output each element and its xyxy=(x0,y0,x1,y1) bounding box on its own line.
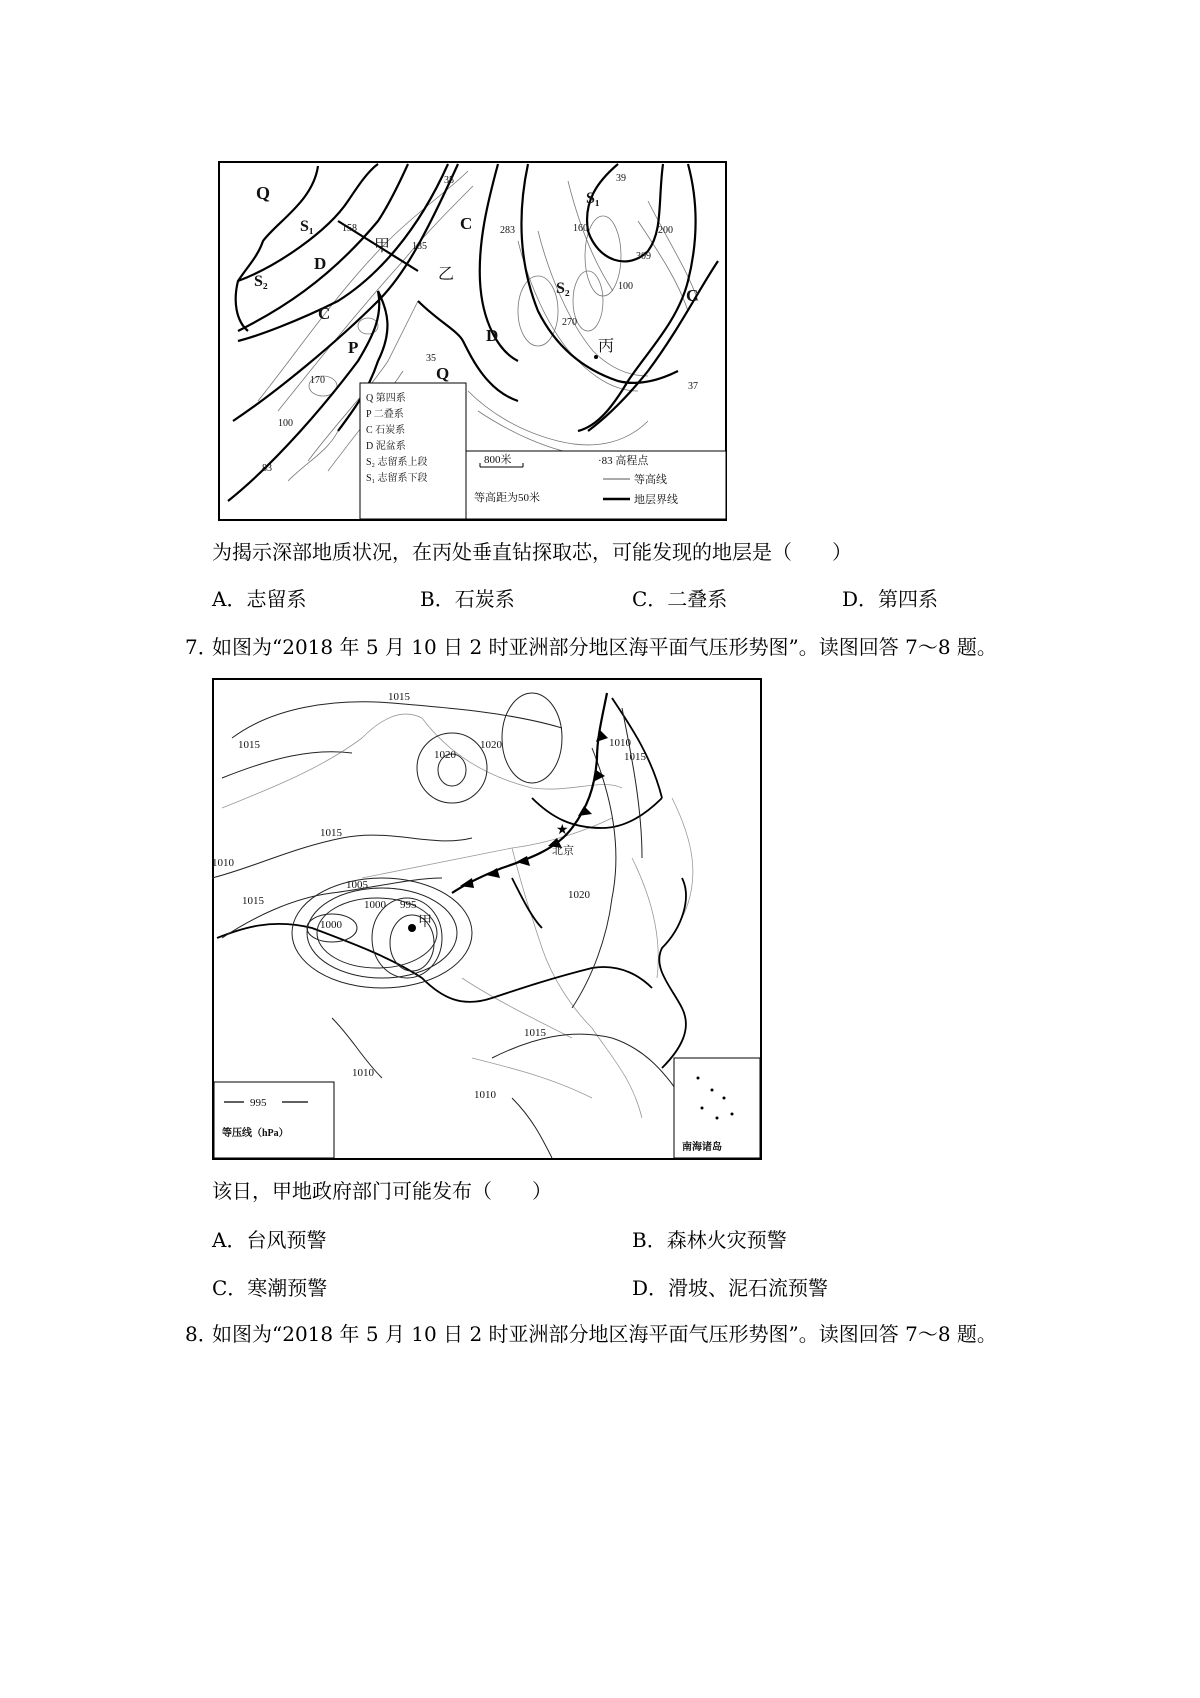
svg-text:1010: 1010 xyxy=(352,1067,374,1079)
svg-text:1015: 1015 xyxy=(388,691,410,703)
svg-text:1015: 1015 xyxy=(320,827,342,839)
svg-text:270: 270 xyxy=(562,317,577,328)
q6-stem: 为揭示深部地质状况，在丙处垂直钻探取芯，可能发现的地层是（ ） xyxy=(212,540,852,564)
place-bing: 丙 xyxy=(598,338,615,355)
legend-q: Q 第四系 xyxy=(366,393,406,404)
q6-option-c[interactable]: C．二叠系 xyxy=(632,587,728,611)
legend-s2: S₂ 志留系上段 xyxy=(366,457,428,468)
q7-intro: 如图为“2018 年 5 月 10 日 2 时亚洲部分地区海平面气压形势图”。读图回答 7～8 题。 xyxy=(212,635,997,659)
q7-option-c[interactable]: C．寒潮预警 xyxy=(212,1276,328,1300)
svg-text:35: 35 xyxy=(444,175,454,186)
svg-text:1020: 1020 xyxy=(434,749,456,761)
stratum-s2-left: S₂ xyxy=(254,273,268,290)
svg-text:100: 100 xyxy=(278,418,293,429)
inset-label: 南海诸岛 xyxy=(682,1142,722,1153)
stratum-s2-right: S₂ xyxy=(556,280,570,297)
key-boundary: 地层界线 xyxy=(634,494,678,506)
svg-text:1010: 1010 xyxy=(474,1089,496,1101)
stratum-s1-right: S₁ xyxy=(586,190,600,207)
geology-map-svg xyxy=(218,161,727,521)
svg-text:185: 185 xyxy=(412,241,427,252)
legend-isobar-label: 等压线（hPa） xyxy=(222,1128,289,1139)
scale-label: 800米 xyxy=(484,454,512,466)
svg-text:83: 83 xyxy=(262,463,272,474)
city-beijing: 北京 xyxy=(552,845,574,857)
svg-text:1015: 1015 xyxy=(624,751,646,763)
place-jia-label: 甲 xyxy=(418,915,432,930)
stratum-d-mid: D xyxy=(486,326,499,345)
q6-option-a[interactable]: A．志留系 xyxy=(212,587,307,611)
legend-c: C 石炭系 xyxy=(366,425,406,436)
q7-option-d[interactable]: D．滑坡、泥石流预警 xyxy=(632,1276,829,1300)
svg-text:160: 160 xyxy=(573,223,588,234)
svg-text:1010: 1010 xyxy=(609,737,631,749)
legend-isobar-value: 995 xyxy=(250,1097,267,1109)
legend-s1: S₁ 志留系下段 xyxy=(366,473,428,484)
contour-interval: 等高距为50米 xyxy=(474,492,540,504)
legend-p: P 二叠系 xyxy=(366,409,404,420)
svg-text:1015: 1015 xyxy=(524,1027,546,1039)
place-yi: 乙 xyxy=(438,266,455,283)
q7-option-b[interactable]: B．森林火灾预警 xyxy=(632,1228,787,1252)
stratum-q-left: Q xyxy=(256,183,271,203)
key-elevation: ·83 高程点 xyxy=(598,455,649,467)
svg-text:1010: 1010 xyxy=(212,857,234,869)
svg-text:100: 100 xyxy=(618,281,633,292)
q7-number: 7． xyxy=(185,635,218,659)
q8-intro: 如图为“2018 年 5 月 10 日 2 时亚洲部分地区海平面气压形势图”。读图回答 7～8 题。 xyxy=(212,1322,997,1346)
stratum-c-mid: C xyxy=(460,214,473,233)
stratum-p: P xyxy=(348,338,359,357)
svg-text:1015: 1015 xyxy=(238,739,260,751)
svg-text:309: 309 xyxy=(636,251,651,262)
svg-text:37: 37 xyxy=(688,381,698,392)
stratum-c-right: C xyxy=(686,286,699,305)
q7-stem: 该日，甲地政府部门可能发布（ ） xyxy=(212,1179,552,1203)
geology-map-figure xyxy=(218,161,727,521)
svg-text:200: 200 xyxy=(658,225,673,236)
key-contour: 等高线 xyxy=(634,474,667,486)
svg-text:158: 158 xyxy=(342,223,357,234)
legend-d: D 泥盆系 xyxy=(366,441,406,452)
q6-option-d[interactable]: D．第四系 xyxy=(842,587,939,611)
place-jia: 甲 xyxy=(374,238,391,255)
stratum-d-left: D xyxy=(314,254,327,273)
svg-text:1005: 1005 xyxy=(346,879,368,891)
svg-text:1020: 1020 xyxy=(480,739,502,751)
stratum-q-mid: Q xyxy=(436,364,450,383)
svg-text:35: 35 xyxy=(426,353,436,364)
svg-text:1000: 1000 xyxy=(364,899,386,911)
isobar-legend xyxy=(214,1082,334,1158)
pressure-map-svg xyxy=(212,678,762,1160)
beijing-star-icon: ★ xyxy=(556,822,569,838)
pressure-map-figure xyxy=(212,678,762,1160)
svg-text:1015: 1015 xyxy=(242,895,264,907)
stratum-s1-left: S₁ xyxy=(300,218,314,235)
place-jia-dot xyxy=(408,924,416,932)
svg-text:995: 995 xyxy=(400,899,417,911)
svg-text:1000: 1000 xyxy=(320,919,342,931)
q8-number: 8． xyxy=(185,1322,218,1346)
svg-text:39: 39 xyxy=(616,173,626,184)
svg-text:1020: 1020 xyxy=(568,889,590,901)
q7-option-a[interactable]: A．台风预警 xyxy=(212,1228,327,1252)
q6-option-b[interactable]: B．石炭系 xyxy=(420,587,515,611)
svg-text:170: 170 xyxy=(310,375,325,386)
stratum-c-left: C xyxy=(318,304,331,323)
svg-text:283: 283 xyxy=(500,225,515,236)
